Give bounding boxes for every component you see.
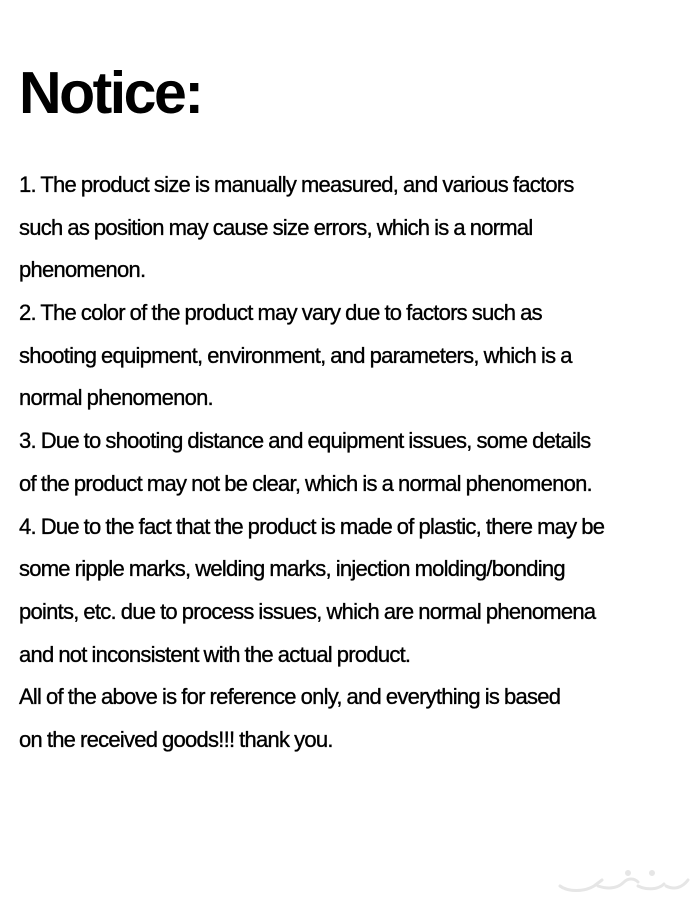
notice-line: shooting equipment, environment, and parameters, which is a <box>19 342 572 368</box>
notice-line: normal phenomenon. <box>19 385 213 411</box>
notice-title: Notice: <box>19 60 202 126</box>
notice-line: on the received goods!!! thank you. <box>19 726 333 752</box>
notice-line: 3. Due to shooting distance and equipment issues, some details <box>19 428 591 454</box>
notice-line: of the product may not be clear, which is a normal phenomenon. <box>19 470 592 496</box>
notice-line: such as position may cause size errors, which is a normal <box>19 214 533 240</box>
notice-line: 4. Due to the fact that the product is made of plastic, there may be <box>19 513 605 539</box>
notice-line: 2. The color of the product may vary due to factors such as <box>19 300 542 326</box>
notice-line: 1. The product size is manually measured, and various factors <box>19 172 574 197</box>
notice-line: some ripple marks, welding marks, injection molding/bonding <box>19 556 565 582</box>
notice-line: points, etc. due to process issues, which are normal phenomena <box>19 598 596 624</box>
watermark-logo <box>554 868 694 894</box>
notice-line: All of the above is for reference only, and everything is based <box>19 684 561 710</box>
notice-line: phenomenon. <box>19 257 146 283</box>
notice-body <box>19 164 699 762</box>
notice-line: and not inconsistent with the actual product. <box>19 641 411 667</box>
